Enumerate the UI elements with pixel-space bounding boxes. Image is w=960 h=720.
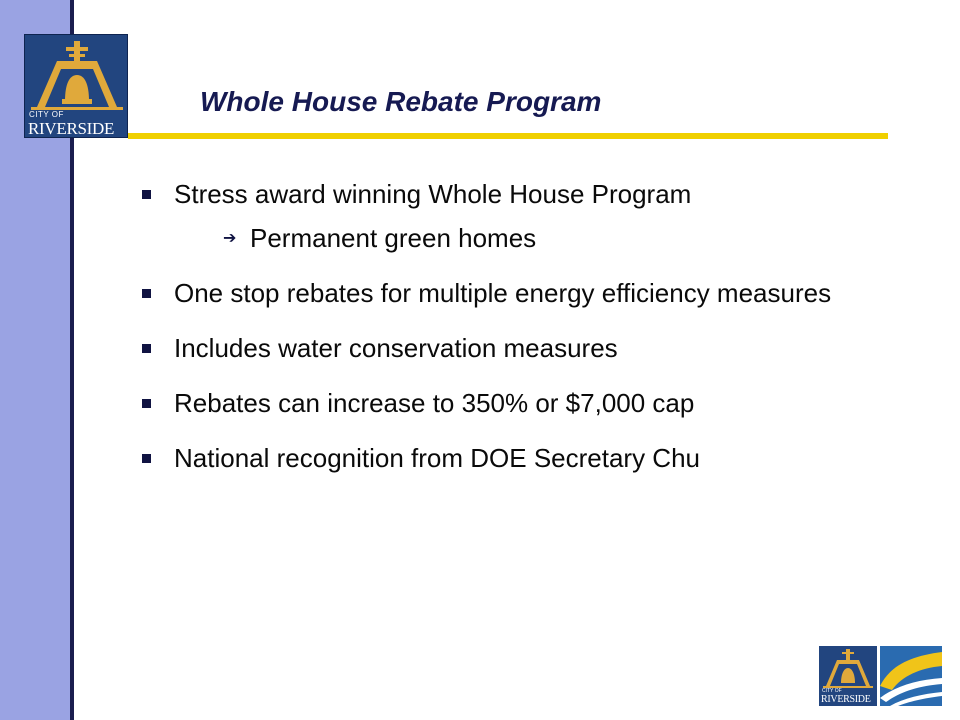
slide-title: Whole House Rebate Program bbox=[200, 86, 602, 117]
city-of-riverside-logo bbox=[24, 34, 128, 138]
footer-logo-riverside: RIVERSIDE bbox=[821, 694, 871, 705]
bullet-list bbox=[140, 178, 900, 497]
logo-riverside: RIVERSIDE bbox=[28, 119, 115, 138]
sub-bullet-item bbox=[174, 222, 900, 255]
footer-logo-city-of: CITY OF bbox=[822, 688, 842, 694]
footer-riverside-logo bbox=[819, 646, 877, 706]
bullet-item bbox=[140, 387, 900, 420]
square-bullet-icon bbox=[142, 454, 151, 463]
arrow-right-icon: ➔ bbox=[223, 230, 237, 247]
sub-bullet-text: Permanent green homes bbox=[250, 223, 537, 253]
bullet-text: Stress award winning Whole House Program bbox=[174, 179, 692, 209]
bullet-text: Includes water conservation measures bbox=[174, 333, 618, 363]
bullet-item bbox=[140, 277, 900, 310]
bullet-item bbox=[140, 332, 900, 365]
bullet-text: Rebates can increase to 350% or $7,000 cap bbox=[174, 388, 695, 418]
square-bullet-icon bbox=[142, 344, 151, 353]
wave-icon bbox=[880, 646, 942, 706]
bullet-text: One stop rebates for multiple energy efficiency measures bbox=[174, 278, 832, 308]
bullet-item bbox=[140, 442, 900, 475]
square-bullet-icon bbox=[142, 399, 151, 408]
square-bullet-icon bbox=[142, 289, 151, 298]
bullet-item bbox=[140, 178, 900, 255]
logo-city-of: CITY OF bbox=[29, 110, 64, 119]
public-utilities-wave-logo bbox=[880, 646, 942, 706]
square-bullet-icon bbox=[142, 190, 151, 199]
bullet-text: National recognition from DOE Secretary Chu bbox=[174, 443, 701, 473]
title-underline bbox=[128, 133, 888, 139]
